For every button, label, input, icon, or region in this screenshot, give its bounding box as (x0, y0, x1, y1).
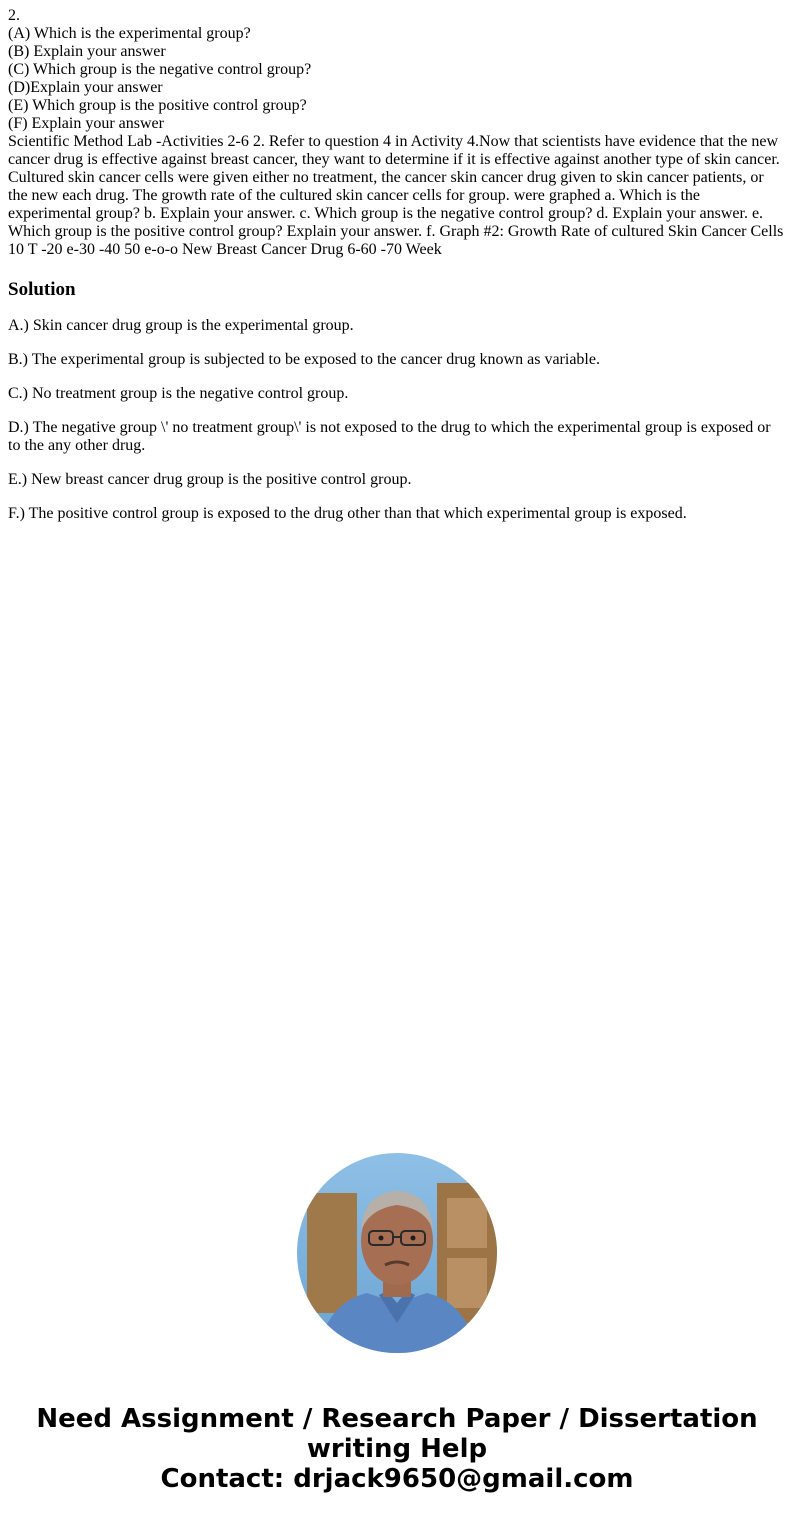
question-part-a: (A) Which is the experimental group? (8, 25, 251, 42)
footer-line-1: Need Assignment / Research Paper / Dissertation (36, 1404, 758, 1434)
answer-d: D.) The negative group \' no treatment group\' is not exposed to the drug to which the experimental group is exposed or to the any other drug. (8, 419, 771, 454)
question-number: 2. (8, 7, 20, 24)
avatar-portrait-icon (297, 1153, 497, 1353)
solution-heading: Solution (8, 279, 76, 300)
footer-contact: Contact: drjack9650@gmail.com (160, 1464, 634, 1494)
footer-banner (0, 1404, 794, 1494)
answer-b: B.) The experimental group is subjected to be exposed to the cancer drug known as variable. (8, 351, 600, 368)
question-body-text: Scientific Method Lab -Activities 2-6 2. Refer to question 4 in Activity 4.Now that scientists have evidence that the new cancer drug is effective against breast cancer, they want to determine if it is effective against another type of skin cancer. Cultured skin cancer cells were given either no treatment, the cancer skin cancer drug given to skin cancer patients, or the new each drug. The growth rate of the cultured skin cancer cells for group. were graphed a. Which is the experimental group? b. Explain your answer. c. Which group is the negative control group? d. Explain your answer. e. Which group is the positive control group? Explain your answer. f. Graph #2: Growth Rate of cultured Skin Cancer Cells 10 T -20 e-30 -40 50 e-o-o New Breast Cancer Drug 6-60 -70 Week (8, 133, 784, 258)
question-part-d: (D)Explain your answer (8, 79, 163, 96)
document-content (8, 7, 786, 523)
answer-a: A.) Skin cancer drug group is the experimental group. (8, 317, 354, 334)
question-part-f: (F) Explain your answer (8, 115, 164, 132)
question-part-b: (B) Explain your answer (8, 43, 166, 60)
answer-c: C.) No treatment group is the negative control group. (8, 385, 349, 402)
question-section (8, 7, 786, 259)
answer-f: F.) The positive control group is exposed to the drug other than that which experimental group is exposed. (8, 505, 687, 522)
avatar (297, 1153, 497, 1353)
question-part-c: (C) Which group is the negative control group? (8, 61, 312, 78)
footer-line-2: writing Help (306, 1434, 488, 1464)
question-part-e: (E) Which group is the positive control group? (8, 97, 307, 114)
answer-e: E.) New breast cancer drug group is the positive control group. (8, 471, 412, 488)
